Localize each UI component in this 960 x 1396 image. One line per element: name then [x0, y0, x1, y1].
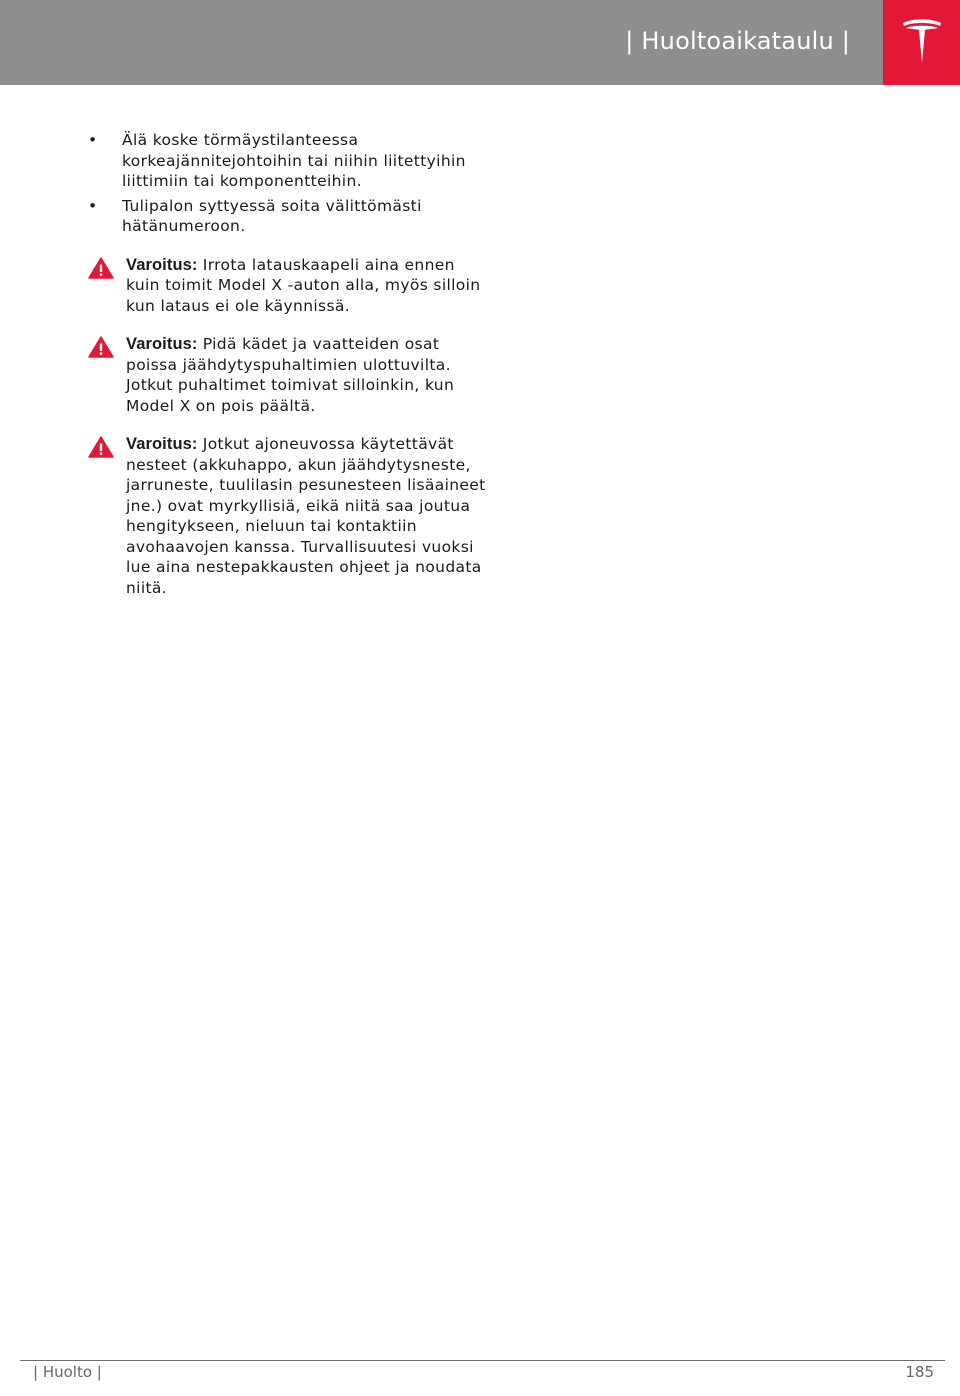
warning-block [88, 255, 488, 317]
warning-text: Irrota latauskaapeli aina ennen kuin toimit Model X -auton alla, myös silloin kun lataus ei ole käynnissä. [126, 255, 481, 315]
page-number: 185 [905, 1363, 934, 1381]
bullet-text: Tulipalon syttyessä soita välittömästi hätänumeroon. [122, 196, 422, 235]
page-section-title: | Huoltoaikataulu | [625, 27, 850, 55]
bullet-mark: • [88, 196, 98, 215]
warning-label: Varoitus: [126, 255, 198, 274]
brand-logo [883, 0, 960, 85]
warning-block [88, 334, 488, 416]
warning-block [88, 434, 488, 598]
warning-label: Varoitus: [126, 335, 198, 353]
tesla-logo-icon [901, 17, 943, 67]
warning-triangle-icon [88, 257, 114, 279]
bullet-mark: • [88, 131, 98, 149]
warning-text: Pidä kädet ja vaatteiden osat poissa jäähdytyspuhaltimien ulottuvilta. Jotkut puhaltimet toimivat silloinkin, kun Model X on pois päältä. [126, 335, 455, 415]
bullet-item [88, 130, 488, 192]
main-content [88, 130, 488, 598]
warning-label: Varoitus: [126, 435, 198, 453]
header-bar [0, 0, 960, 85]
bullet-item [88, 196, 488, 237]
footer-section-label: | Huolto | [33, 1363, 102, 1381]
warning-text: Jotkut ajoneuvossa käytettävät nesteet (akkuhappo, akun jäähdytysneste, jarruneste, tuulilasin pesunesteen lisäaineet jne.) ovat myrkyllisiä, eikä niitä saa joutua hengitykseen, nieluun tai kontaktiin avohaavojen kanssa. Turvallisuutesi vuoksi lue aina nestepakkausten ohjeet ja noudata niitä. [126, 435, 486, 597]
warning-triangle-icon [88, 436, 114, 458]
bullet-text: Älä koske törmäystilanteessa korkeajännitejohtoihin tai niihin liitettyihin liittimiin tai komponentteihin. [122, 131, 466, 190]
footer-divider [20, 1360, 945, 1361]
warning-triangle-icon [88, 336, 114, 358]
